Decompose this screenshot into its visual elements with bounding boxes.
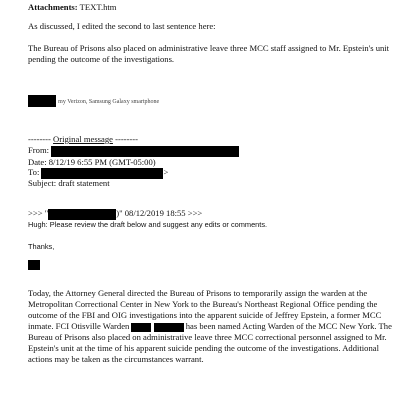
forward-header: >>> " )" 08/12/2019 18:55 >>> — [28, 208, 203, 218]
signature-line — [28, 95, 159, 108]
signature-text: my Verizon, Samsung Galaxy smartphone — [58, 99, 160, 105]
date-line: Date: 8/12/19 6:55 PM (GMT-05:00) — [28, 157, 156, 167]
forward-body: Hugh: Please review the draft below and suggest any edits or comments. — [28, 220, 268, 229]
reply-quote: The Bureau of Prisons also placed on administrative leave three MCC staff assigned to Mr. Epstein's unit pending the outcome of the investigations. — [28, 43, 390, 64]
redaction-block — [131, 323, 151, 332]
subject-line: Subject: draft statement — [28, 178, 110, 188]
redaction-block — [28, 260, 40, 270]
from-label: From: — [28, 145, 52, 155]
redaction-block — [51, 146, 239, 157]
attachments-line — [28, 2, 117, 13]
sender-redaction — [28, 259, 40, 270]
to-line: To: > — [28, 167, 169, 177]
redaction-block — [48, 209, 116, 220]
original-divider: -------- Original message -------- — [28, 134, 138, 144]
from-line — [28, 145, 239, 157]
statement-part-2: has been named Acting Warden of the MCC New York. The Bureau of Prisons also placed on administrative leave three MCC correctional personnel assigned to Mr. Epstein's unit at the time of his apparent suicide pending the outcome of the investigations. Additional actions may be taken as the circumstances warrant. — [28, 321, 392, 364]
original-message-label: Original message — [53, 134, 113, 144]
to-label: To: — [28, 167, 42, 177]
statement-paragraph — [28, 288, 392, 365]
reply-intro: As discussed, I edited the second to last sentence here: — [28, 21, 216, 31]
attachments-label: Attachments: — [28, 2, 78, 12]
redaction-block — [28, 95, 56, 107]
statement-part-1: Today, the Attorney General directed the Bureau of Prisons to temporarily assign the warden at the Metropolitan Correctional Center in New York to the Bureau's Northeast Regional Office pending the outcome of the FBI and OIG investigations into the apparent suicide of Jeffrey Epstein, a former MCC inmate. FCI Otisville Warden — [28, 288, 382, 331]
attachments-value[interactable]: TEXT.htm — [79, 2, 117, 12]
redaction-block — [41, 168, 163, 179]
thanks-line: Thanks, — [28, 242, 55, 251]
redaction-block — [154, 323, 184, 332]
